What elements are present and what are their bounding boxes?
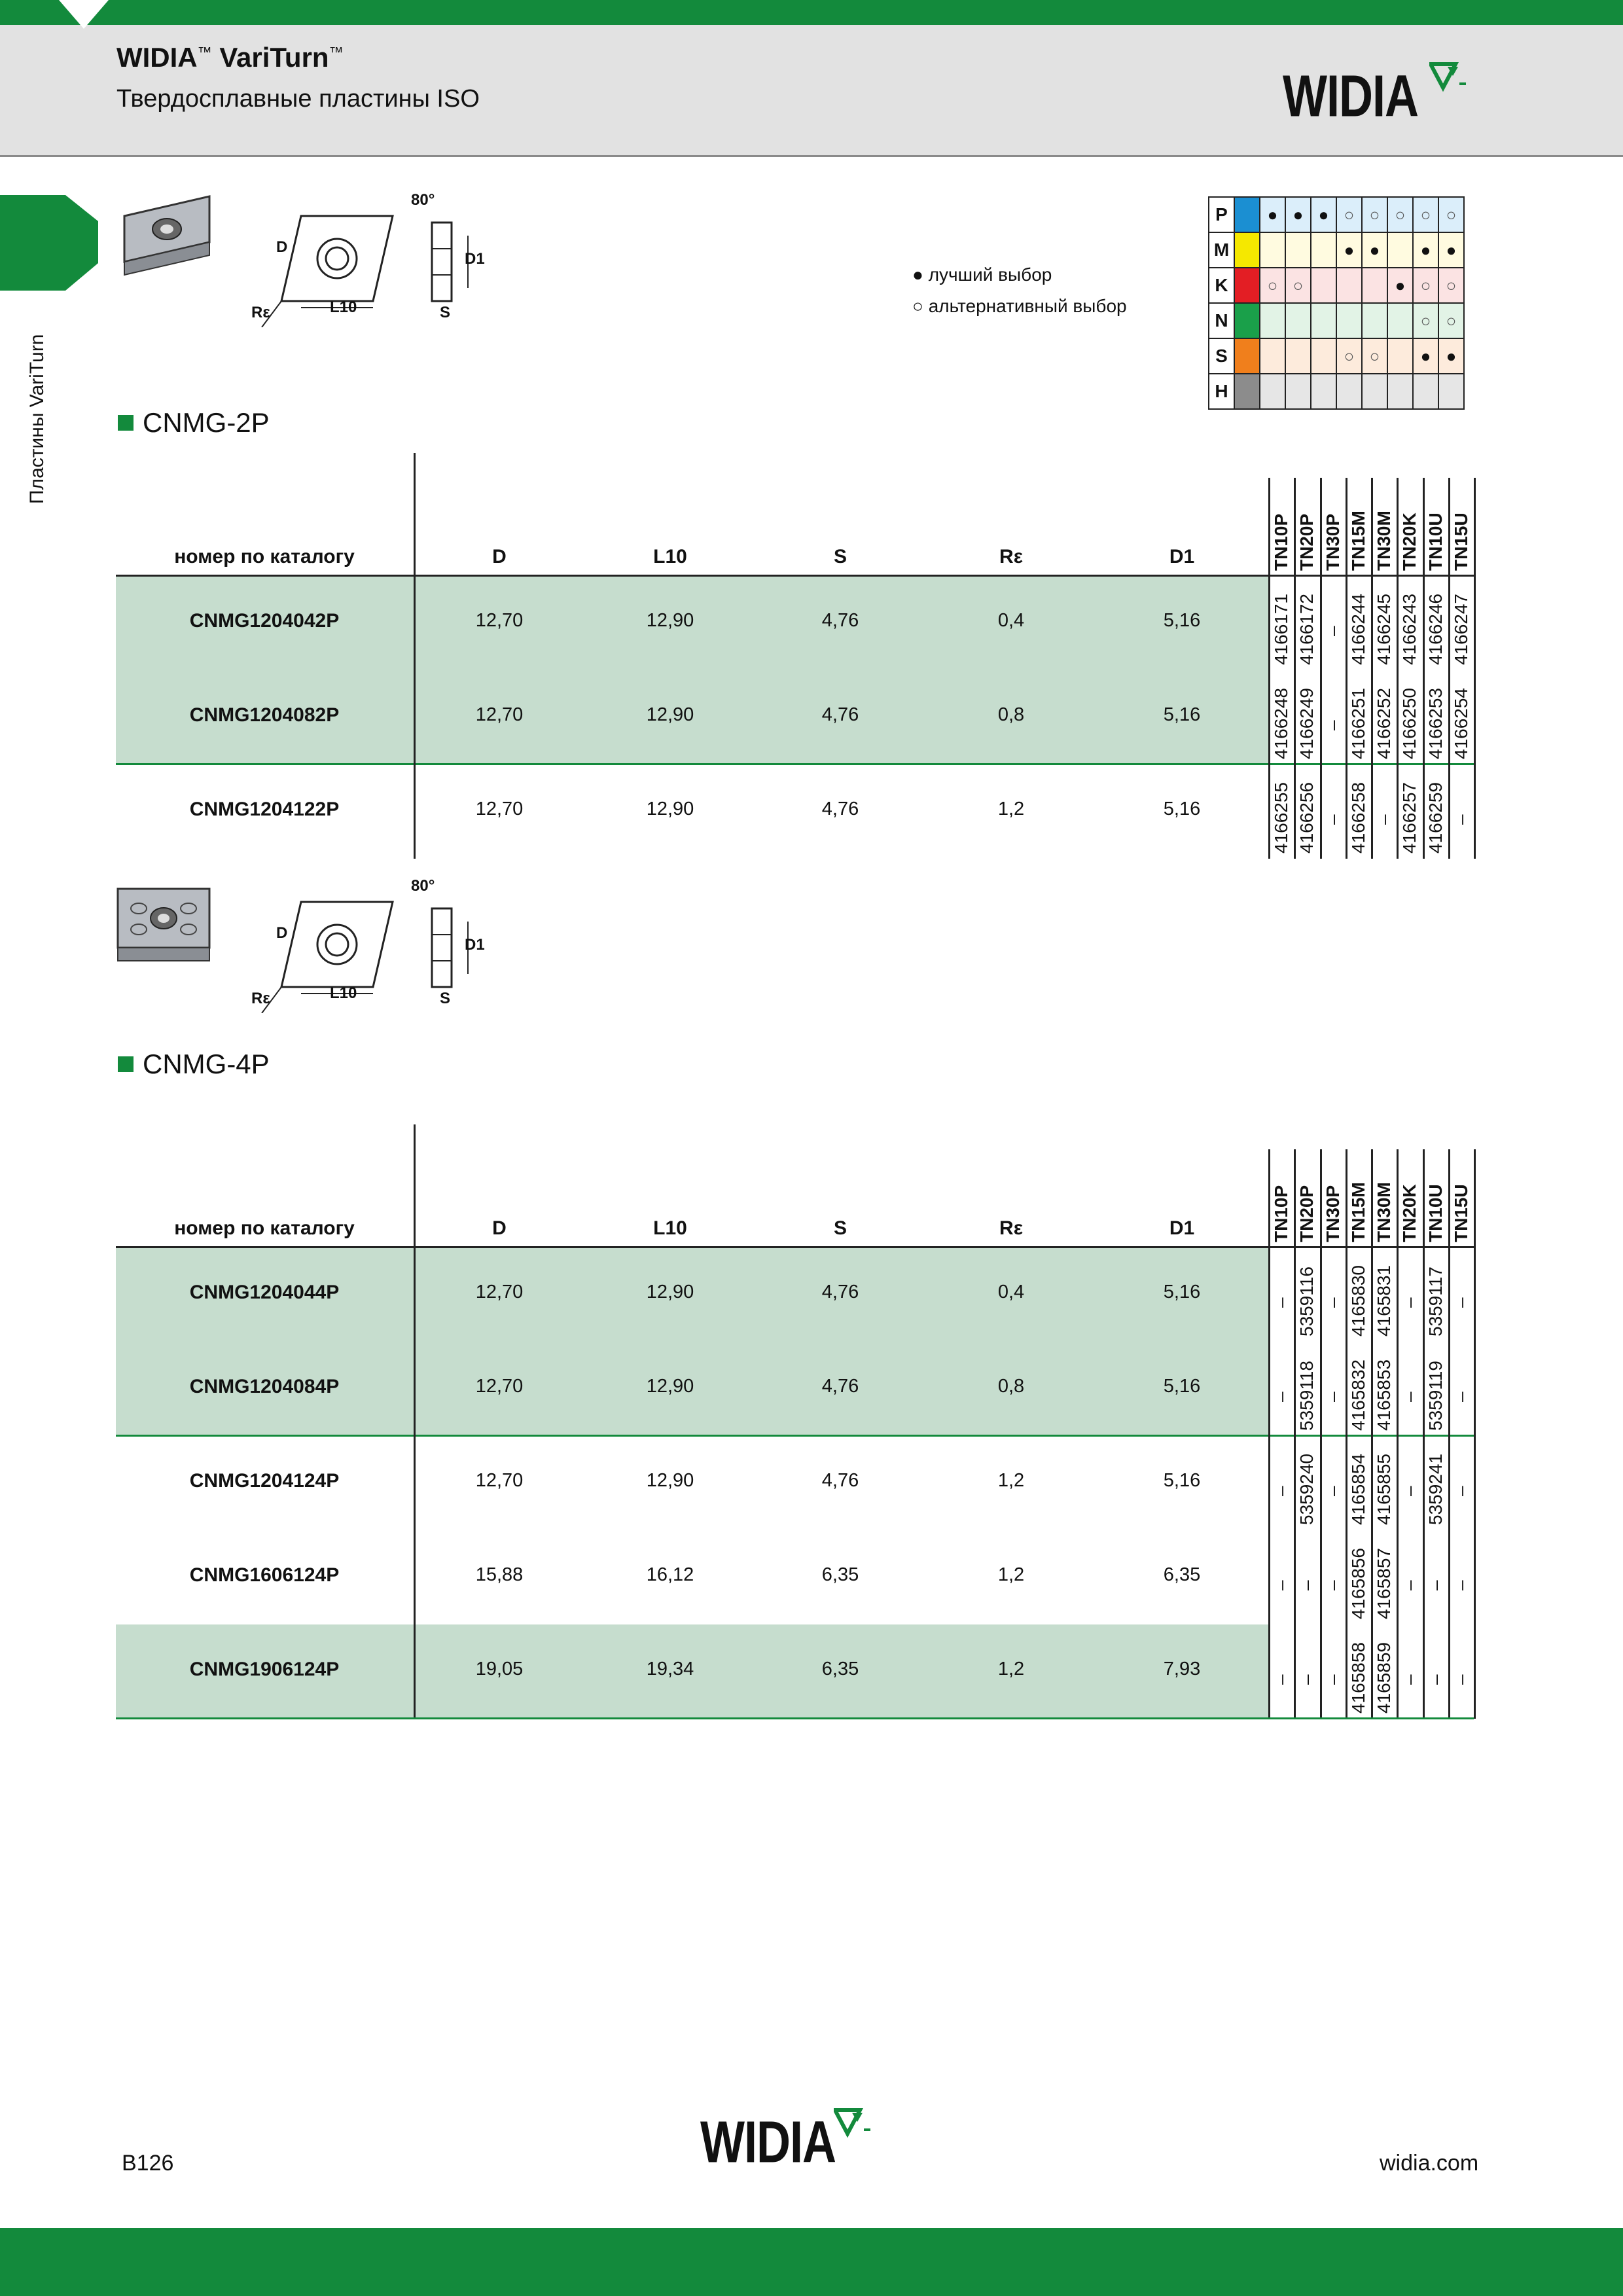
dim-re: 0,4 [997,610,1025,631]
order-code: – [1399,1674,1420,1685]
top-green-bar [0,0,1623,25]
legend-best: ● лучший выбор [912,264,1052,285]
material-mark: ○ [1413,197,1438,232]
order-code: 5359240 [1296,1453,1317,1525]
website-link[interactable]: widia.com [1380,2151,1479,2176]
header-logo: WIDIA [1283,63,1418,117]
column-header-re: Rε [999,1217,1023,1239]
section-title-text: CNMG-4P [143,1049,270,1079]
dim-s: 4,76 [821,1376,859,1397]
catalog-number: CNMG1204042P [189,610,340,632]
section-marker-icon [118,1056,134,1072]
order-code: – [1450,1391,1471,1402]
dim-d1: 6,35 [1163,1564,1201,1585]
dim-s: 4,76 [821,798,859,819]
material-mark [1387,232,1413,268]
order-code: 4165831 [1374,1265,1394,1336]
material-mark: ○ [1336,197,1362,232]
material-mark: ● [1362,232,1387,268]
catalog-number: CNMG1204044P [189,1282,340,1303]
grade-header: TN15M [1347,511,1368,571]
order-code: 4165830 [1347,1265,1368,1336]
material-mark: ○ [1413,268,1438,303]
dim-l10: 19,34 [646,1659,694,1679]
material-mark [1311,374,1336,409]
dim-d: 12,70 [475,704,524,725]
legend-alt: ○ альтернативный выбор [912,296,1127,316]
order-code: – [1296,1580,1317,1590]
material-color-swatch [1234,197,1260,232]
side-section-label: Пластины VariTurn [26,334,48,504]
order-code: – [1399,1580,1420,1590]
section-title [118,407,270,439]
order-code: – [1399,1391,1420,1402]
order-code: – [1322,1580,1343,1590]
material-mark: ○ [1387,197,1413,232]
order-code: 4166250 [1399,687,1420,759]
order-code: 4165854 [1347,1453,1368,1525]
material-mark [1362,268,1387,303]
order-code: 4165856 [1347,1547,1368,1619]
order-code: – [1399,1486,1420,1496]
order-code: – [1322,1674,1343,1685]
order-code: – [1271,1297,1291,1308]
dim-l10: 12,90 [646,798,694,819]
d-dimension-label: D [276,238,288,256]
dim-d: 12,70 [475,798,524,819]
material-mark [1285,338,1311,374]
grade-header: TN15M [1347,1182,1368,1242]
material-mark: ● [1260,197,1285,232]
dim-d1: 5,16 [1163,1282,1201,1302]
grade-header: TN30P [1322,1185,1343,1242]
order-code: – [1296,1674,1317,1685]
grade-header: TN10P [1271,1185,1291,1242]
section-title [118,1049,270,1080]
order-code: – [1450,1486,1471,1496]
dim-s: 4,76 [821,610,859,631]
material-row-k [1209,268,1464,303]
order-code: 4166247 [1450,593,1471,665]
dim-s: 6,35 [821,1564,859,1585]
order-code: 4166246 [1425,593,1446,665]
order-code: 4166258 [1347,781,1368,853]
material-code: S [1209,338,1234,374]
grade-header: TN10U [1425,512,1446,571]
order-code: – [1271,1391,1291,1402]
column-header-re: Rε [999,546,1023,567]
grade-header: TN15U [1450,512,1471,571]
material-mark: ● [1285,197,1311,232]
dim-d: 15,88 [475,1564,524,1585]
order-code: 4165857 [1374,1547,1394,1619]
material-code: M [1209,232,1234,268]
material-mark: ● [1438,232,1464,268]
dim-l10: 12,90 [646,1470,694,1491]
material-code: H [1209,374,1234,409]
dim-s: 4,76 [821,1282,859,1302]
catalog-number: CNMG1204084P [189,1376,340,1397]
material-mark [1285,232,1311,268]
material-mark: ○ [1438,268,1464,303]
column-header-s: S [833,1217,847,1239]
order-code: 4166248 [1271,687,1291,759]
material-row-n [1209,303,1464,338]
material-mark [1285,303,1311,338]
material-mark [1387,303,1413,338]
order-code: 4165855 [1374,1453,1394,1525]
footer-logo: WIDIA [700,2109,836,2162]
grade-column-line [1474,1149,1476,1719]
order-code: 4166253 [1425,687,1446,759]
order-code: 5359241 [1425,1453,1446,1525]
material-mark [1285,374,1311,409]
dim-d1: 7,93 [1163,1659,1201,1679]
material-mark: ● [1413,232,1438,268]
dim-l10: 16,12 [646,1564,694,1585]
angle-label: 80° [411,877,435,895]
grade-header: TN30P [1322,513,1343,571]
d-dimension-label: D [276,924,288,942]
section-title-text: CNMG-2P [143,407,270,438]
catalog-number: CNMG1204082P [189,704,340,726]
dim-s: 4,76 [821,704,859,725]
order-code: – [1322,1486,1343,1496]
catalog-number: CNMG1204122P [189,798,340,820]
order-code: 4166254 [1450,687,1471,759]
material-mark: ○ [1260,268,1285,303]
material-mark [1362,303,1387,338]
material-mark: ○ [1362,338,1387,374]
material-color-swatch [1234,374,1260,409]
order-code: – [1425,1674,1446,1685]
column-header-l10: L10 [653,1217,687,1239]
dim-d: 12,70 [475,610,524,631]
material-mark [1260,303,1285,338]
d1-dimension-label: D1 [465,936,485,954]
material-mark [1438,374,1464,409]
material-mark: ○ [1438,197,1464,232]
order-code: 5359117 [1425,1266,1446,1336]
grade-header: TN20P [1296,1185,1317,1242]
dim-l10: 12,90 [646,610,694,631]
material-code: P [1209,197,1234,232]
header-notch [59,0,109,29]
dim-d: 19,05 [475,1659,524,1679]
order-code: – [1450,814,1471,825]
column-header-d: D [492,546,507,567]
material-row-p [1209,197,1464,232]
material-matrix [1208,196,1465,410]
table-bottom-rule [116,1717,1474,1719]
order-code: 4166245 [1374,593,1394,665]
order-code: 4166255 [1271,781,1291,853]
order-code: 4165853 [1374,1359,1394,1431]
material-row-m [1209,232,1464,268]
dim-d1: 5,16 [1163,1470,1201,1491]
grade-column-line [1474,478,1476,859]
grade-header: TN15U [1450,1184,1471,1242]
order-code: 4166256 [1296,781,1317,853]
order-code: – [1322,814,1343,825]
order-code: 4165859 [1374,1641,1394,1713]
material-mark: ● [1311,197,1336,232]
column-header-catalog: номер по каталогу [174,546,355,567]
dim-l10: 12,90 [646,1376,694,1397]
material-mark [1362,374,1387,409]
material-mark [1311,232,1336,268]
material-mark [1311,268,1336,303]
insert-drawing-4p [111,876,504,1016]
material-mark [1413,374,1438,409]
material-mark [1387,338,1413,374]
side-tab [0,195,98,291]
column-header-s: S [833,546,847,567]
order-code: 4165858 [1347,1641,1368,1713]
material-row-h [1209,374,1464,409]
section-marker-icon [118,415,134,431]
dim-d: 12,70 [475,1470,524,1491]
grade-header: TN30M [1374,511,1394,571]
dim-re: 1,2 [997,1470,1025,1491]
order-code: 4166244 [1347,593,1368,665]
dim-d: 12,70 [475,1282,524,1302]
column-header-d1: D1 [1169,546,1195,567]
order-code: – [1322,1297,1343,1308]
material-mark: ● [1336,232,1362,268]
material-color-swatch [1234,303,1260,338]
angle-label: 80° [411,191,435,209]
dim-s: 6,35 [821,1659,859,1679]
order-code: – [1450,1674,1471,1685]
material-mark: ○ [1362,197,1387,232]
dim-d1: 5,16 [1163,1376,1201,1397]
material-mark [1260,374,1285,409]
material-code: N [1209,303,1234,338]
material-mark [1311,303,1336,338]
catalog-number: CNMG1906124P [189,1659,340,1680]
dim-d1: 5,16 [1163,704,1201,725]
column-header-catalog: номер по каталогу [174,1217,355,1239]
order-code: 5359119 [1425,1361,1446,1431]
l10-dimension-label: L10 [330,298,357,316]
material-mark: ○ [1438,303,1464,338]
column-header-d: D [492,1217,507,1239]
material-mark: ○ [1285,268,1311,303]
s-dimension-label: S [440,304,451,321]
catalog-number: CNMG1606124P [189,1564,340,1586]
order-code: 4165832 [1347,1359,1368,1431]
material-mark: ● [1387,268,1413,303]
column-header-l10: L10 [653,546,687,567]
order-code: 5359116 [1296,1266,1317,1336]
re-dimension-label: Rε [251,990,270,1007]
order-code: – [1271,1486,1291,1496]
re-dimension-label: Rε [251,304,270,321]
material-mark: ● [1413,338,1438,374]
catalog-number: CNMG1204124P [189,1470,340,1492]
material-mark [1260,338,1285,374]
order-code: – [1322,1391,1343,1402]
order-code: 5359118 [1296,1361,1317,1431]
dim-re: 0,4 [997,1282,1025,1302]
material-row-s [1209,338,1464,374]
grade-header: TN20K [1399,1184,1420,1242]
order-code: – [1450,1580,1471,1590]
order-code: 4166251 [1347,687,1368,759]
l10-dimension-label: L10 [330,984,357,1002]
dim-re: 1,2 [997,1564,1025,1585]
bottom-green-bar [0,2228,1623,2296]
dim-l10: 12,90 [646,704,694,725]
order-code: 4166171 [1271,593,1291,665]
dim-d1: 5,16 [1163,798,1201,819]
order-code: – [1271,1674,1291,1685]
material-mark: ● [1438,338,1464,374]
page-subtitle: Твердосплавные пластины ISO [116,85,480,113]
material-mark [1336,374,1362,409]
order-code: – [1374,814,1394,825]
material-color-swatch [1234,268,1260,303]
dim-d1: 5,16 [1163,610,1201,631]
order-code: 4166243 [1399,593,1420,665]
grade-header: TN10P [1271,513,1291,571]
order-code: – [1271,1580,1291,1590]
order-code: – [1322,720,1343,730]
order-code: – [1450,1297,1471,1308]
material-mark [1336,268,1362,303]
grade-header: TN20K [1399,512,1420,571]
dim-re: 0,8 [997,1376,1025,1397]
material-mark [1311,338,1336,374]
material-mark: ○ [1413,303,1438,338]
material-mark [1336,303,1362,338]
order-code: 4166252 [1374,687,1394,759]
material-mark: ○ [1336,338,1362,374]
order-code: – [1425,1580,1446,1590]
insert-drawing-2p [111,190,504,331]
material-code: K [1209,268,1234,303]
column-header-d1: D1 [1169,1217,1195,1239]
order-code: 4166249 [1296,687,1317,759]
material-mark [1387,374,1413,409]
dim-l10: 12,90 [646,1282,694,1302]
dim-re: 0,8 [997,704,1025,725]
material-mark [1260,232,1285,268]
widia-logo-mark-icon [834,2108,873,2147]
dim-re: 1,2 [997,798,1025,819]
order-code: – [1322,626,1343,636]
material-color-swatch [1234,338,1260,374]
d1-dimension-label: D1 [465,250,485,268]
grade-header: TN20P [1296,513,1317,571]
order-code: 4166172 [1296,593,1317,665]
material-color-swatch [1234,232,1260,268]
dim-s: 4,76 [821,1470,859,1491]
dim-re: 1,2 [997,1659,1025,1679]
dim-d: 12,70 [475,1376,524,1397]
order-code: 4166259 [1425,781,1446,853]
grade-header: TN30M [1374,1182,1394,1242]
order-code: 4166257 [1399,781,1420,853]
page-number: B126 [122,2151,174,2176]
page-title: WIDIA™ VariTurn™ [116,42,344,73]
order-code: – [1399,1297,1420,1308]
widia-logo-mark-icon [1429,62,1469,101]
grade-header: TN10U [1425,1184,1446,1242]
s-dimension-label: S [440,990,451,1007]
